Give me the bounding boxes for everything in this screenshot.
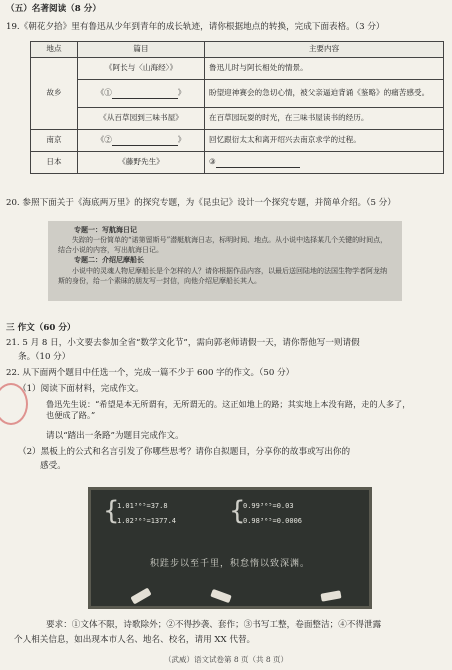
content-cell: 鲁迅儿时与阿长相处的情景。 <box>205 58 444 80</box>
content-cell: 回忆跟衍太太和离开绍兴去南京求学的过程。 <box>205 130 444 152</box>
blank2-suffix: 》 <box>177 135 186 145</box>
title-cell: 《藤野先生》 <box>78 152 205 174</box>
table-row <box>31 80 444 108</box>
option2-line2: 感受。 <box>40 461 66 471</box>
chalk-icon <box>130 588 151 605</box>
lu-xun-quote: 鲁迅先生说：“希望是本无所谓有，无所谓无的。这正如地上的路；其实地上本没有路，走的人多了，也便成了路。” <box>46 399 411 421</box>
header-content: 主要内容 <box>205 42 444 58</box>
q19-text: 19.《朝花夕拾》里有鲁迅从少年到青年的成长轨迹，请你根据地点的转换，完成下面表格。（3 分） <box>6 22 385 32</box>
requirements-line1: 要求：①文体不限，诗歌除外；②不得抄袭、套作；③书写工整，卷面整洁；④不得泄露 <box>46 620 382 630</box>
board-motto: 积跬步以至千里，积怠惰以致深渊。 <box>149 559 310 569</box>
answer-blank-1[interactable] <box>112 90 178 99</box>
table-row <box>31 58 444 80</box>
formula-2: 1.02³⁶⁵=1377.4 <box>117 517 177 525</box>
title-cell-blank1[interactable] <box>78 80 205 108</box>
place-hometown: 故乡 <box>31 58 78 130</box>
title-cell: 《阿长与〈山海经〉》 <box>78 58 205 80</box>
place-nanjing: 南京 <box>31 130 78 152</box>
q21-line2: 条。（10 分） <box>18 352 71 362</box>
formula-1: 1.01³⁶⁵=37.8 <box>117 502 168 510</box>
option1-title: （1）阅读下面材料，完成作文。 <box>18 384 144 394</box>
page-footer: （武威）语文试卷第 8 页（共 8 页） <box>163 655 289 664</box>
content-cell-blank3[interactable] <box>205 152 444 174</box>
blank2-prefix: 《② <box>96 135 112 145</box>
content-cell: 在百草园玩耍的时光，在三味书屋读书的经历。 <box>205 108 444 130</box>
red-seal-stamp <box>0 383 28 425</box>
section3-title: 三 作文（60 分） <box>6 323 76 333</box>
place-japan: 日本 <box>31 152 78 174</box>
section5-title: （五）名著阅读（8 分） <box>6 4 101 14</box>
q20-text: 20. 参照下面关于《海底两万里》的探究专题，为《昆虫记》设计一个探究专题，并简单介绍。（5 分） <box>6 198 396 208</box>
topic1-title: 专题一：写航海日记 <box>74 225 137 234</box>
title-cell: 《从百草园到三味书屋》 <box>78 108 205 130</box>
formula-3: 0.99³⁶⁵=0.03 <box>243 502 294 510</box>
option1-prompt: 请以“踏出一条路”为题目完成作文。 <box>46 431 184 441</box>
topic-box <box>48 221 402 301</box>
blank3-prefix: ③ <box>209 157 216 167</box>
header-title: 篇目 <box>78 42 205 58</box>
topic2-body: 小说中的灵魂人物尼摩船长是个怎样的人？请你根据作品内容，以最后送回陆地的法国生物学者阿龙纳斯的身份，给一个素昧的朋友写一封信，向他介绍尼摩船长其人。 <box>58 266 387 285</box>
chalk-icon <box>320 590 341 601</box>
blank1-suffix: 》 <box>177 88 186 98</box>
table-header-row <box>31 42 444 58</box>
left-brace-icon: { <box>103 496 120 526</box>
option2-line1: （2）黑板上的公式和名言引发了你哪些思考？请你自拟题目，分享你的故事或写出你的 <box>18 447 351 457</box>
formula-4: 0.98³⁶⁵=0.0006 <box>243 517 303 525</box>
header-place: 地点 <box>31 42 78 58</box>
topic1-body: 失踪的一份简单的“诺第留斯号”潜艇航海日志，标明时间、地点。从小说中选择某几个关键的时间点，结合小说的内容，写出航海日记。 <box>58 236 388 255</box>
works-table <box>30 41 444 174</box>
blank1-prefix: 《① <box>96 88 112 98</box>
answer-blank-2[interactable] <box>112 137 178 146</box>
table-row <box>31 152 444 174</box>
answer-blank-3[interactable] <box>216 159 300 168</box>
requirements-line2: 个人相关信息，如出现本市人名、地名、校名，请用 XX 代替。 <box>14 635 256 645</box>
q21-line1: 21. 5 月 8 日，小文要去参加全省“数学文化节”，需向郭老师请假一天，请你帮他写一则请假 <box>6 338 360 348</box>
chalk-icon <box>210 589 232 603</box>
q22-text: 22. 从下面两个题目中任选一个，完成一篇不少于 600 字的作文。（50 分） <box>6 368 295 378</box>
topic2-title: 专题二：介绍尼摩船长 <box>74 255 144 265</box>
right-brace-icon: { <box>229 496 246 526</box>
content-cell: 盼望迎神赛会的急切心情，被父亲逼迫背诵《鉴略》的痛苦感受。 <box>205 80 444 108</box>
chalkboard-image <box>88 487 372 609</box>
table-row <box>31 108 444 130</box>
table-row <box>31 130 444 152</box>
title-cell-blank2[interactable] <box>78 130 205 152</box>
